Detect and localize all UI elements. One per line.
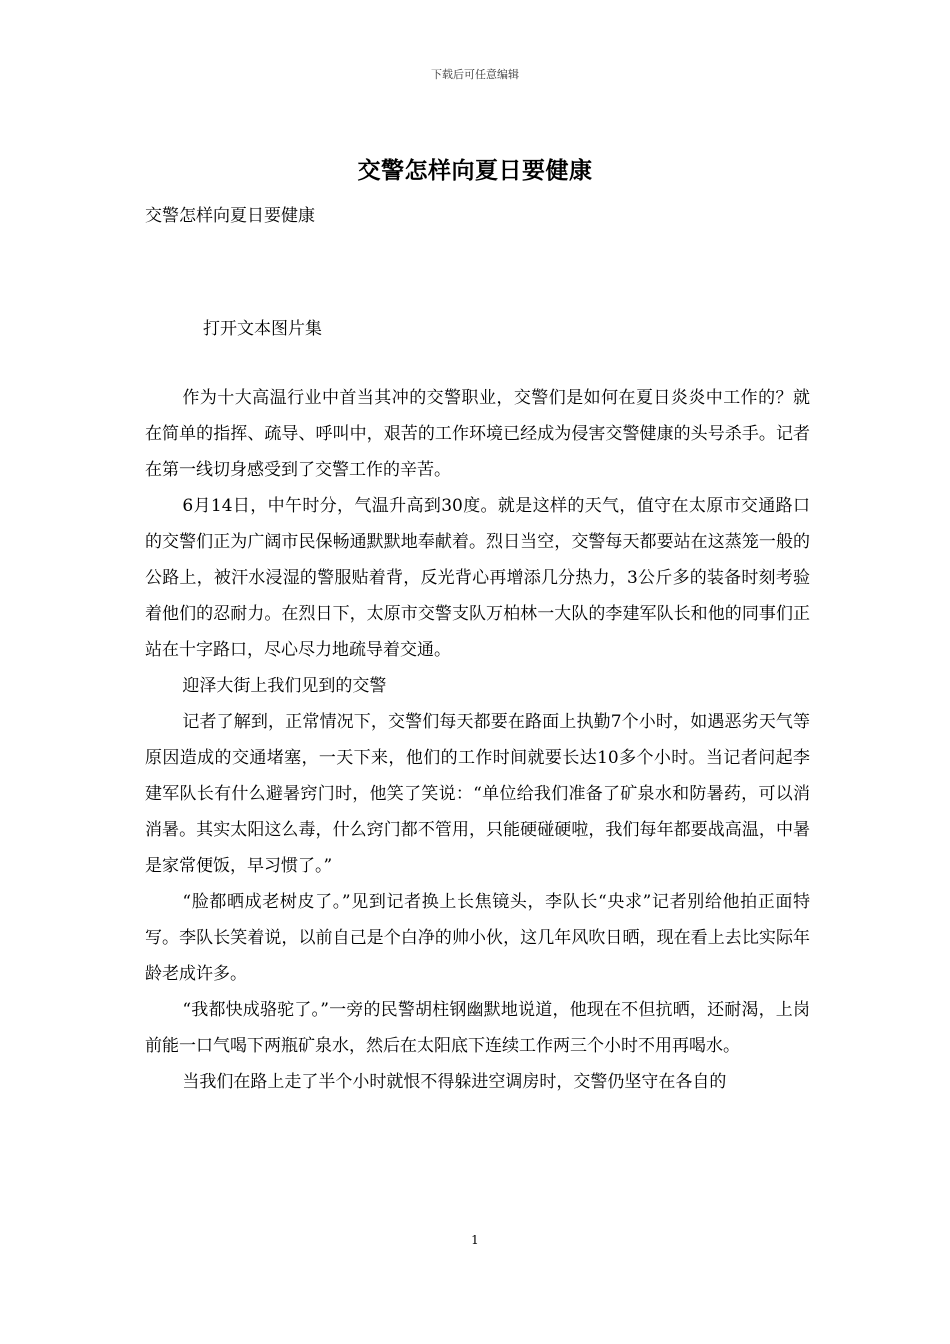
- header-note: 下载后可任意编辑: [431, 68, 519, 81]
- document-subtitle: 交警怎样向夏日要健康: [145, 206, 315, 226]
- paragraph: 记者了解到，正常情况下，交警们每天都要在路面上执勤7个小时，如遇恶劣天气等原因造成的交通堵塞，一天下来，他们的工作时间就要长达10多个小时。当记者问起李建军队长有什么避暑窍门时，他笑了笑说：“单位给我们准备了矿泉水和防暑药，可以消消暑。其实太阳这么毒，什么窍门都不管用，只能硬碰硬啦，我们每年都要战高温，中暑是家常便饭，早习惯了。”: [145, 712, 810, 876]
- paragraph: “我都快成骆驼了。”一旁的民警胡柱钢幽默地说道，他现在不但抗晒，还耐渴，上岗前能一口气喝下两瓶矿泉水，然后在太阳底下连续工作两三个小时不用再喝水。: [145, 1000, 810, 1056]
- paragraph: 作为十大高温行业中首当其冲的交警职业，交警们是如何在夏日炎炎中工作的？就在简单的指挥、疏导、呼叫中，艰苦的工作环境已经成为侵害交警健康的头号杀手。记者在第一线切身感受到了交警工作的辛苦。: [145, 388, 810, 480]
- paragraph: 当我们在路上走了半个小时就恨不得躲进空调房时，交警仍坚守在各自的: [182, 1072, 727, 1092]
- open-image-gallery-link[interactable]: 打开文本图片集: [203, 319, 322, 339]
- page-number: 1: [471, 1233, 479, 1247]
- paragraph: “脸都晒成老树皮了。”见到记者换上长焦镜头，李队长“央求”记者别给他拍正面特写。李队长笑着说，以前自己是个白净的帅小伙，这几年风吹日晒，现在看上去比实际年龄老成许多。: [145, 892, 810, 984]
- document-title: 交警怎样向夏日要健康: [357, 157, 593, 184]
- article-body: [145, 380, 810, 1100]
- paragraph: 6月14日，中午时分，气温升高到30度。就是这样的天气，值守在太原市交通路口的交警们正为广阔市民保畅通默默地奉献着。烈日当空，交警每天都要站在这蒸笼一般的公路上，被汗水浸湿的警服贴着背，反光背心再增添几分热力，3公斤多的装备时刻考验着他们的忍耐力。在烈日下，太原市交警支队万柏林一大队的李建军队长和他的同事们正站在十字路口，尽心尽力地疏导着交通。: [145, 496, 810, 660]
- photo-caption: 迎泽大街上我们见到的交警: [182, 676, 387, 696]
